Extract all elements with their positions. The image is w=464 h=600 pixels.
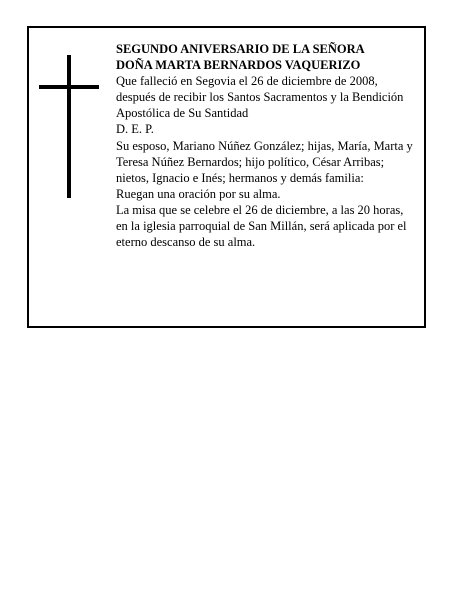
cross-vertical-bar [67, 55, 71, 198]
death-info: Que falleció en Segovia el 26 de diciembre de 2008, después de recibir los Santos Sacramentos y la Bendición Apostólica de Su Santidad [116, 74, 404, 121]
notice-text [116, 41, 416, 250]
notice-heading-line2: DOÑA MARTA BERNARDOS VAQUERIZO [116, 58, 361, 73]
prayer-request: Ruegan una oración por su alma. [116, 186, 281, 201]
cross-horizontal-bar [39, 85, 99, 89]
mass-announcement: La misa que se celebre el 26 de diciembre, a las 20 horas, en la iglesia parroquial de San Millán, será aplicada por el eterno descanso de su alma. [116, 202, 407, 250]
obituary-notice [27, 26, 426, 328]
family-list: Su esposo, Mariano Núñez González; hijas, María, Marta y Teresa Núñez Bernardos; hijo político, César Arribas; nietos, Ignacio e Inés; hermanos y demás familia: [116, 138, 413, 185]
dep-abbreviation: D. E. P. [116, 122, 154, 137]
notice-heading-line1: SEGUNDO ANIVERSARIO DE LA SEÑORA [116, 42, 365, 56]
